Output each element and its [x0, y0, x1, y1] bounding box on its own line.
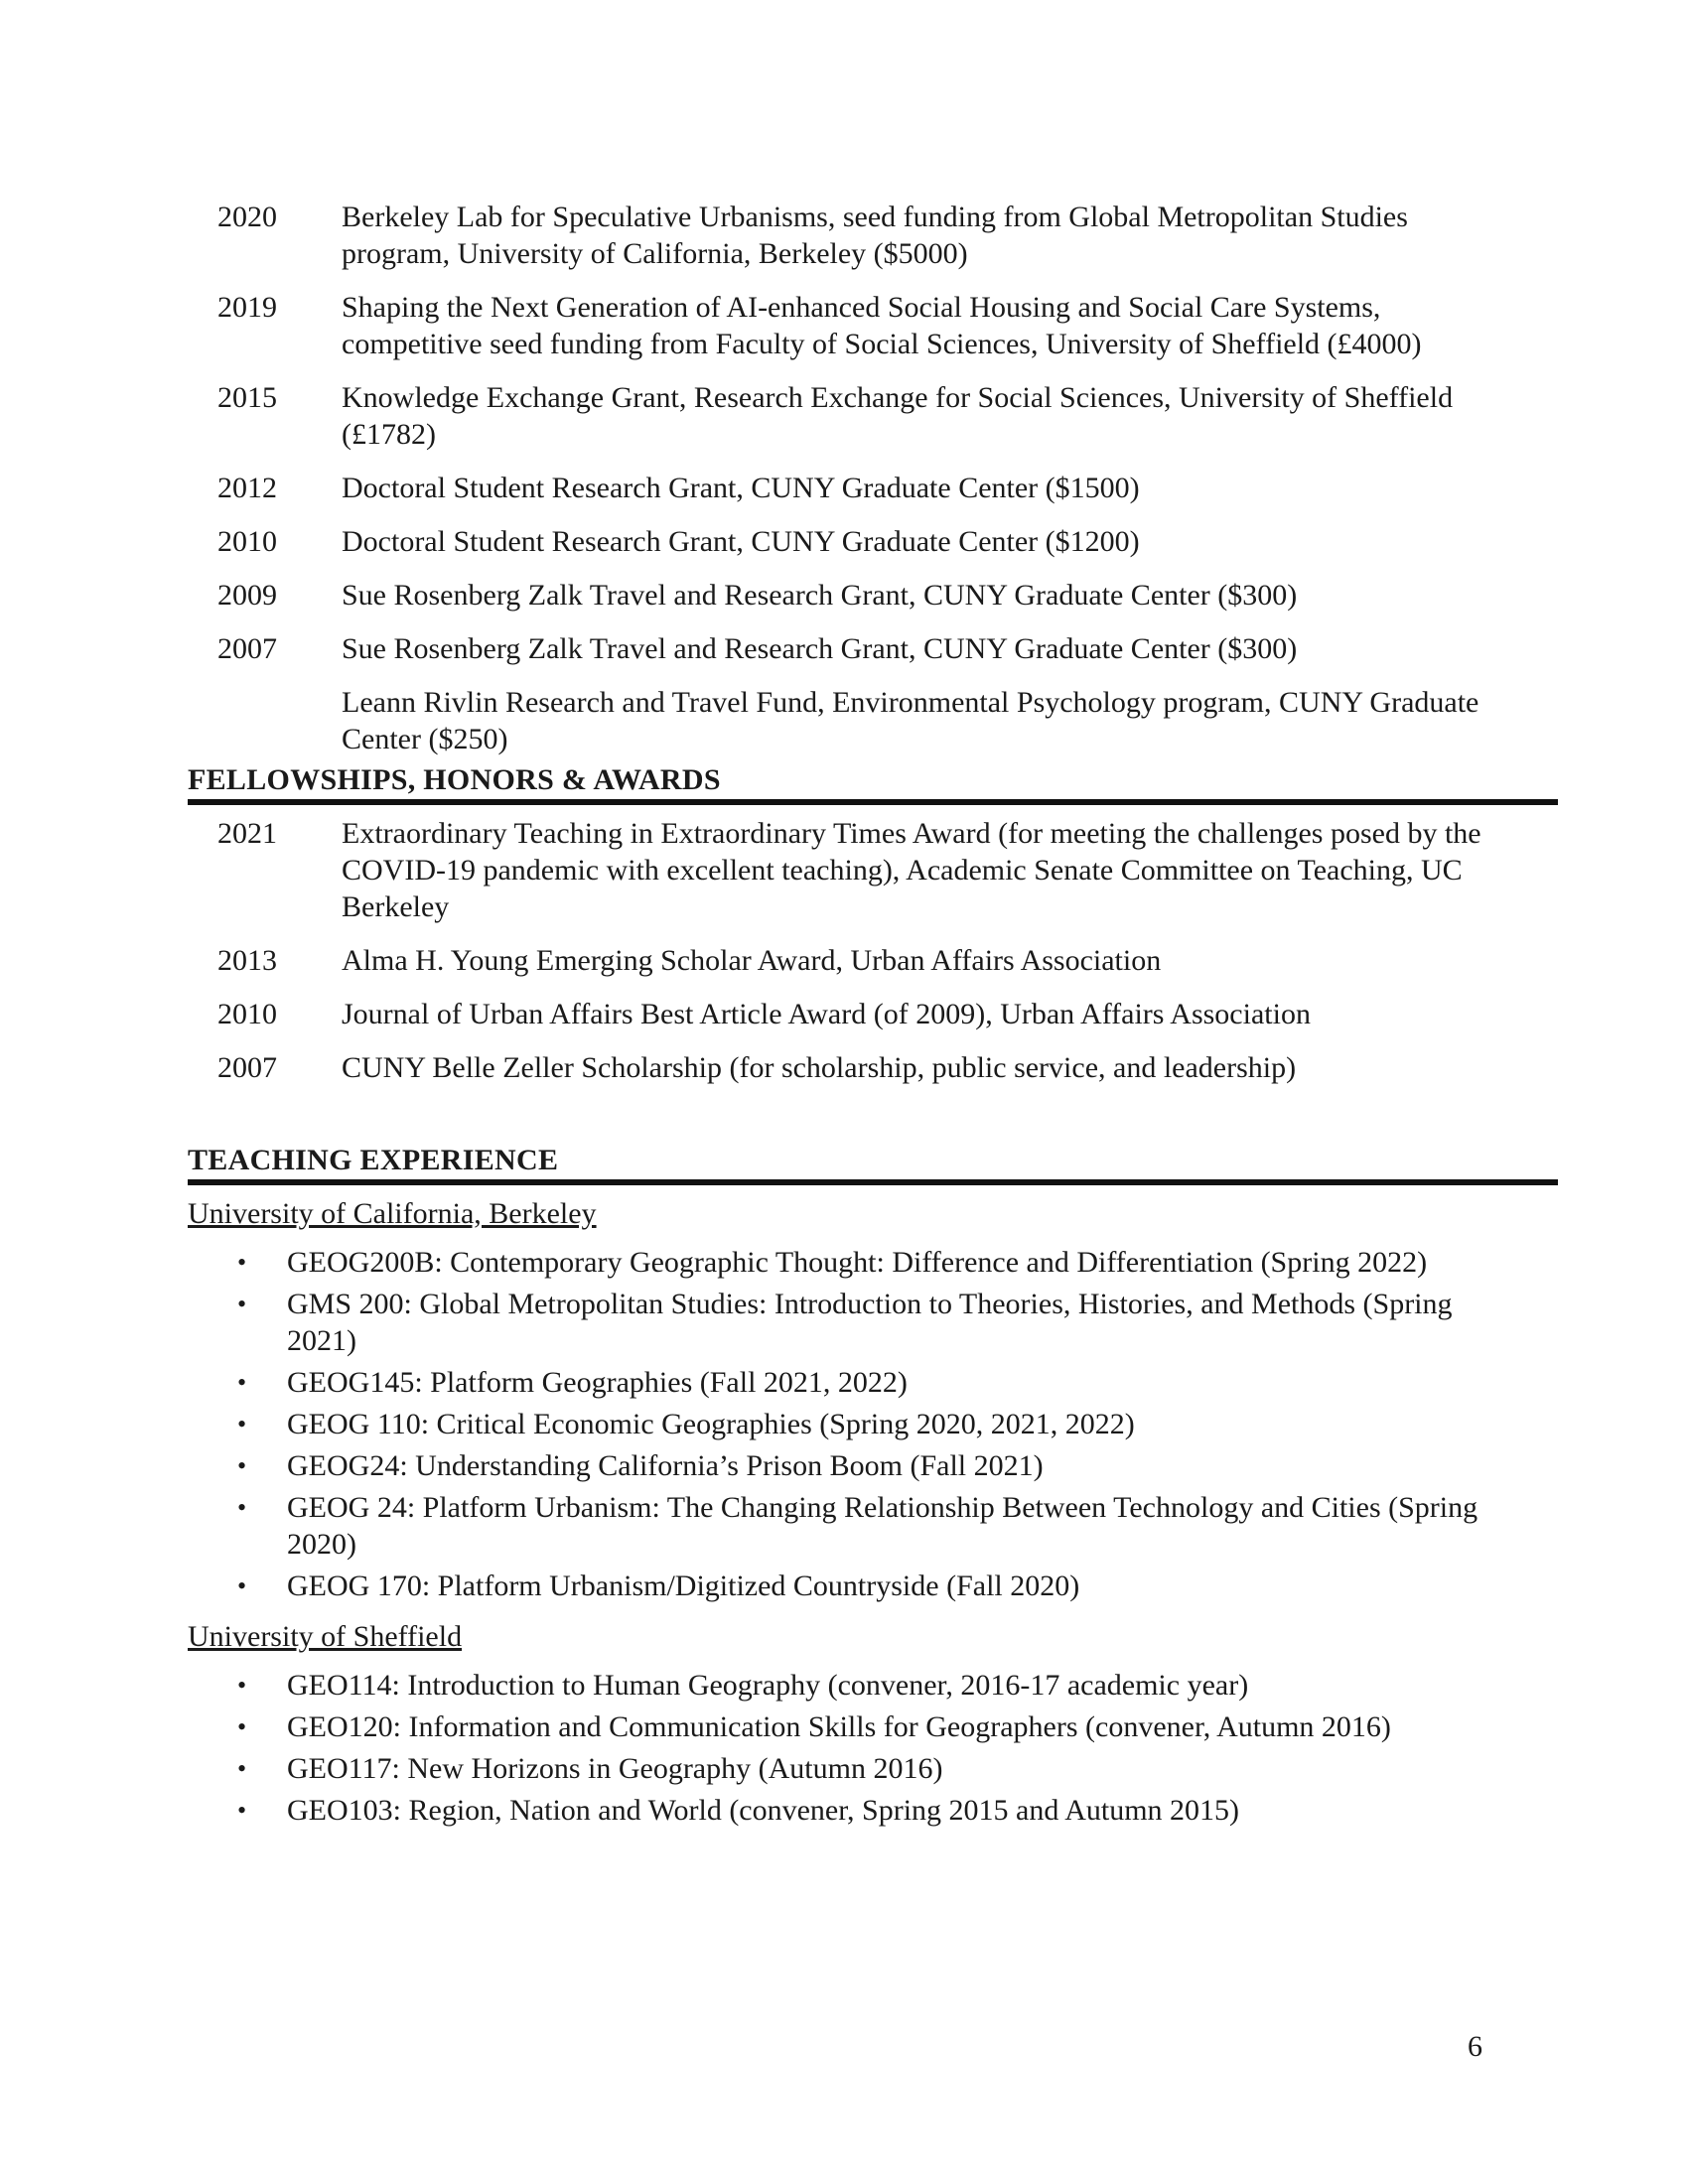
bullet-icon: • — [237, 1571, 247, 1600]
grant-row — [188, 199, 1558, 272]
grant-row — [188, 289, 1558, 362]
grant-year: 2015 — [217, 381, 277, 414]
bullet-icon: • — [237, 1410, 247, 1438]
grant-row — [188, 630, 1558, 667]
award-text: CUNY Belle Zeller Scholarship (for scholarship, public service, and leadership) — [342, 1051, 1297, 1084]
fellowships-heading: FELLOWSHIPS, HONORS & AWARDS — [188, 763, 1558, 805]
award-year: 2013 — [217, 944, 277, 977]
teaching-heading: TEACHING EXPERIENCE — [188, 1144, 1558, 1185]
award-year: 2007 — [217, 1051, 277, 1084]
course-item — [188, 1406, 1558, 1442]
grant-year: 2012 — [217, 472, 277, 504]
bullet-icon: • — [237, 1248, 247, 1277]
institution-sheffield: University of Sheffield — [188, 1620, 463, 1653]
fellowships-list — [188, 815, 1558, 1086]
grant-row — [188, 523, 1558, 560]
grant-text: Sue Rosenberg Zalk Travel and Research Grant, CUNY Graduate Center ($300) — [342, 632, 1298, 665]
institution-berkeley: University of California, Berkeley — [188, 1197, 597, 1230]
grant-year: 2007 — [217, 632, 277, 665]
course-text: GMS 200: Global Metropolitan Studies: Introduction to Theories, Histories, and Methods (Spring 2021) — [287, 1288, 1453, 1357]
page-number: 6 — [1468, 2030, 1482, 2063]
award-row — [188, 815, 1558, 925]
award-row — [188, 1049, 1558, 1086]
course-text: GEOG24: Understanding California’s Prison Boom (Fall 2021) — [287, 1449, 1044, 1482]
course-item — [188, 1792, 1558, 1829]
bullet-icon: • — [237, 1796, 247, 1825]
grant-row — [188, 379, 1558, 453]
grant-year: 2010 — [217, 525, 277, 558]
award-year: 2010 — [217, 998, 277, 1030]
course-item — [188, 1364, 1558, 1401]
grant-text: Berkeley Lab for Speculative Urbanisms, seed funding from Global Metropolitan Studies program, University of California, Berkeley ($5000) — [342, 201, 1408, 270]
grant-text: Doctoral Student Research Grant, CUNY Graduate Center ($1500) — [342, 472, 1140, 504]
course-item — [188, 1286, 1558, 1359]
course-text: GEOG200B: Contemporary Geographic Thought: Difference and Differentiation (Spring 2022) — [287, 1246, 1428, 1279]
course-list-berkeley — [188, 1244, 1558, 1604]
course-item — [188, 1750, 1558, 1787]
award-row — [188, 996, 1558, 1032]
course-text: GEOG145: Platform Geographies (Fall 2021, 2022) — [287, 1366, 908, 1399]
course-text: GEO103: Region, Nation and World (convener, Spring 2015 and Autumn 2015) — [287, 1794, 1240, 1827]
course-item — [188, 1447, 1558, 1484]
award-text: Alma H. Young Emerging Scholar Award, Urban Affairs Association — [342, 944, 1162, 977]
bullet-icon: • — [237, 1290, 247, 1318]
bullet-icon: • — [237, 1368, 247, 1397]
grant-row — [188, 470, 1558, 506]
course-text: GEOG 170: Platform Urbanism/Digitized Countryside (Fall 2020) — [287, 1570, 1080, 1602]
course-list-sheffield — [188, 1667, 1558, 1829]
bullet-icon: • — [237, 1754, 247, 1783]
bullet-icon: • — [237, 1712, 247, 1741]
grant-year: 2020 — [217, 201, 277, 233]
bullet-icon: • — [237, 1671, 247, 1700]
grant-year: 2009 — [217, 579, 277, 612]
grant-text: Doctoral Student Research Grant, CUNY Graduate Center ($1200) — [342, 525, 1140, 558]
grants-list — [188, 199, 1558, 757]
grant-text: Sue Rosenberg Zalk Travel and Research Grant, CUNY Graduate Center ($300) — [342, 579, 1298, 612]
bullet-icon: • — [237, 1493, 247, 1522]
award-text: Extraordinary Teaching in Extraordinary Times Award (for meeting the challenges posed by the COVID-19 pandemic with excellent teaching), Academic Senate Committee on Teaching, UC Berkeley — [342, 817, 1481, 923]
grant-row — [188, 684, 1558, 757]
grant-text: Shaping the Next Generation of AI-enhanced Social Housing and Social Care Systems, competitive seed funding from Faculty of Social Sciences, University of Sheffield (£4000) — [342, 291, 1422, 360]
course-text: GEO114: Introduction to Human Geography (convener, 2016-17 academic year) — [287, 1669, 1249, 1702]
grant-year: 2019 — [217, 291, 277, 324]
bullet-icon: • — [237, 1451, 247, 1480]
grant-year — [188, 684, 342, 757]
course-item — [188, 1568, 1558, 1604]
course-text: GEOG 24: Platform Urbanism: The Changing Relationship Between Technology and Cities (Spring 2020) — [287, 1491, 1478, 1561]
grant-row — [188, 577, 1558, 614]
award-year: 2021 — [217, 817, 277, 850]
course-item — [188, 1667, 1558, 1704]
course-text: GEO120: Information and Communication Skills for Geographers (convener, Autumn 2016) — [287, 1710, 1391, 1743]
course-item — [188, 1244, 1558, 1281]
course-item — [188, 1489, 1558, 1563]
award-text: Journal of Urban Affairs Best Article Award (of 2009), Urban Affairs Association — [342, 998, 1311, 1030]
grant-text: Knowledge Exchange Grant, Research Exchange for Social Sciences, University of Sheffield (£1782) — [342, 381, 1454, 451]
course-text: GEO117: New Horizons in Geography (Autumn 2016) — [287, 1752, 943, 1785]
award-row — [188, 942, 1558, 979]
course-item — [188, 1708, 1558, 1745]
cv-page — [188, 199, 1558, 1843]
course-text: GEOG 110: Critical Economic Geographies (Spring 2020, 2021, 2022) — [287, 1408, 1135, 1440]
grant-text: Leann Rivlin Research and Travel Fund, Environmental Psychology program, CUNY Graduate Center ($250) — [342, 686, 1479, 755]
